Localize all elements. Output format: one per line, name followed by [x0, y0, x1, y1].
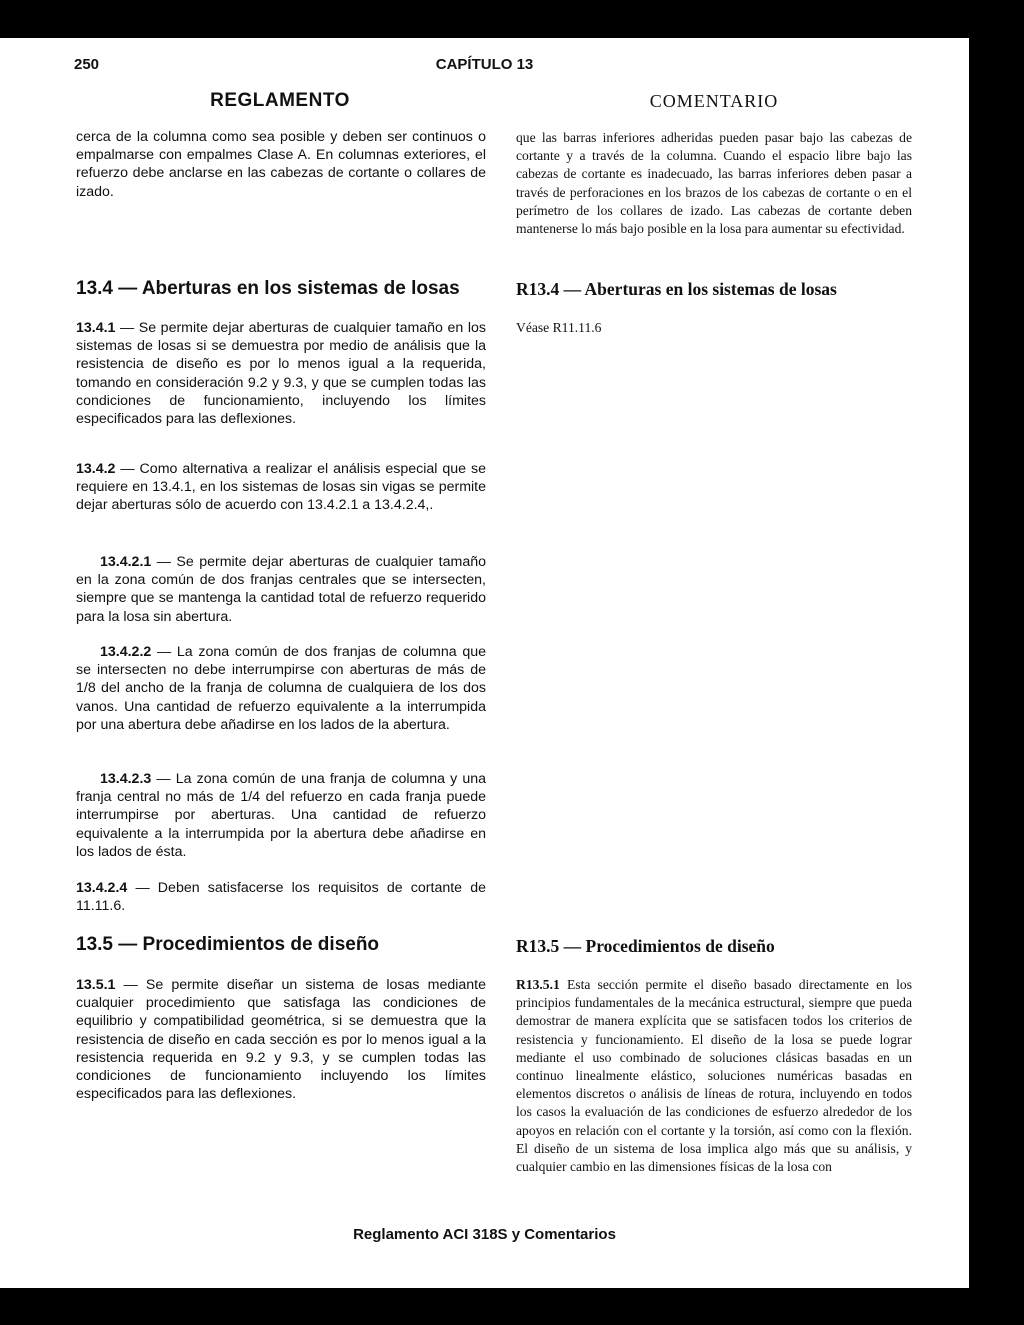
- section-13-4-2-4: [76, 879, 486, 915]
- section-13-4-2: [76, 460, 486, 515]
- section-number: 13.4.2: [76, 461, 116, 477]
- page-footer: Reglamento ACI 318S y Comentarios: [353, 1226, 616, 1243]
- section-text: — La zona común de dos franjas de columna que se intersecten no debe interrumpirse con aberturas de más de 1/8 del ancho de la franja de columna de cualquiera de los dos vanos. Una cantidad de refuerzo equivalente a la interrumpida por una abertura debe añadirse en los lados de la abertura.: [76, 644, 486, 733]
- section-text: — Deben satisfacerse los requisitos de cortante de 11.11.6.: [76, 880, 486, 915]
- section-number: 13.4.2.2: [100, 644, 152, 660]
- section-number: 13.4.2.3: [100, 771, 152, 787]
- commentary-r13-4-text: Véase R11.11.6: [516, 320, 602, 335]
- right-paragraph-continued: que las barras inferiores adheridas pueden pasar bajo las cabezas de cortante y a través de la columna. Cuando el espacio libre bajo las cabezas de cortante es inadecuado, las barras inferiores deben pasar a través de perforaciones en los brazos de los cabezas de cortante o en el perímetro de los collares de izado. Las cabezas de cortante deben mantenerse lo más bajo posible en la losa para aumentar su efectividad.: [516, 130, 912, 237]
- chapter-title: CAPÍTULO 13: [435, 56, 534, 73]
- column-title-reglamento: REGLAMENTO: [210, 90, 350, 111]
- section-text: — Como alternativa a realizar el análisis especial que se requiere en 13.4.1, en los sistemas de losas sin vigas se permite dejar aberturas sólo de acuerdo con 13.4.2.1 a 13.4.2.4,.: [76, 461, 486, 514]
- section-13-4-2-3: [76, 770, 486, 861]
- section-13-4-2-1: [76, 553, 486, 626]
- column-title-comentario: COMENTARIO: [649, 91, 779, 111]
- section-text: — Se permite dejar aberturas de cualquier tamaño en la zona común de dos franjas centrales que se intersecten, siempre que se mantenga la cantidad total de refuerzo requerido para la losa sin abertura.: [76, 554, 486, 625]
- section-number: 13.4.2.4: [76, 880, 128, 896]
- section-13-5-1: [76, 976, 486, 1103]
- section-text: — Se permite diseñar un sistema de losas mediante cualquier procedimiento que satisfaga las condiciones de equilibrio y compatibilidad geométrica, si se demuestra que la resistencia de diseño en cada sección es por lo menos igual a la resistencia requerida en 9.2 y 9.3, y se cumplen todas las condiciones de funcionamiento incluyendo los límites especificados para las deflexiones.: [76, 977, 486, 1103]
- page-number: 250: [74, 56, 100, 73]
- section-number: R13.5.1: [516, 977, 560, 992]
- section-number: 13.4.2.1: [100, 554, 152, 570]
- section-text: — Se permite dejar aberturas de cualquier tamaño en los sistemas de losas si se demuestra por medio de análisis que la resistencia de diseño es por lo menos igual a la requerida, tomando en consideración 9.2 y 9.3, y que se cumplen todas las condiciones de funcionamiento, incluyendo los límites especificados para las deflexiones.: [76, 320, 486, 428]
- section-text: Esta sección permite el diseño basado directamente en los principios fundamentales de la mecánica estructural, siempre que pueda demostrar de manera explícita que se satisfacen todos los criterios de resistencia y funcionamiento. El diseño de la losa se puede lograr mediante el uso combinado de soluciones clásicas basadas en un continuo linealmente elástico, soluciones numéricas basadas en elementos discretos o análisis de líneas de rotura, incluyendo en todos los casos la evaluación de las condiciones de esfuerzo alrededor de los apoyos en relación con el cortante y la torsión, así como con la flexión. El diseño de un sistema de losa implica algo más que su análisis, y cualquier cambio en las dimensiones físicas de la losa con: [516, 977, 912, 1175]
- document-page: [0, 38, 969, 1288]
- section-heading-13-5: 13.5 — Procedimientos de diseño: [76, 934, 380, 955]
- section-13-4-1: [76, 319, 486, 428]
- commentary-heading-r13-4: R13.4 — Aberturas en los sistemas de losas: [516, 279, 837, 299]
- section-text: — La zona común de una franja de columna y una franja central no más de 1/4 del refuerzo en cada franja puede interrumpirse por aberturas. Una cantidad de refuerzo equivalente a la interrumpida por la abertura debe añadirse en los lados de ésta.: [76, 771, 486, 860]
- section-number: 13.5.1: [76, 977, 116, 993]
- commentary-r13-5-1: [516, 976, 912, 1176]
- commentary-heading-r13-5: R13.5 — Procedimientos de diseño: [516, 936, 775, 956]
- section-heading-13-4: 13.4 — Aberturas en los sistemas de losas: [76, 278, 460, 299]
- left-paragraph-continued: cerca de la columna como sea posible y deben ser continuos o empalmarse con empalmes Clase A. En columnas exteriores, el refuerzo debe anclarse en las cabezas de cortante o collares de izado.: [76, 129, 486, 200]
- section-number: 13.4.1: [76, 320, 116, 336]
- section-13-4-2-2: [76, 643, 486, 734]
